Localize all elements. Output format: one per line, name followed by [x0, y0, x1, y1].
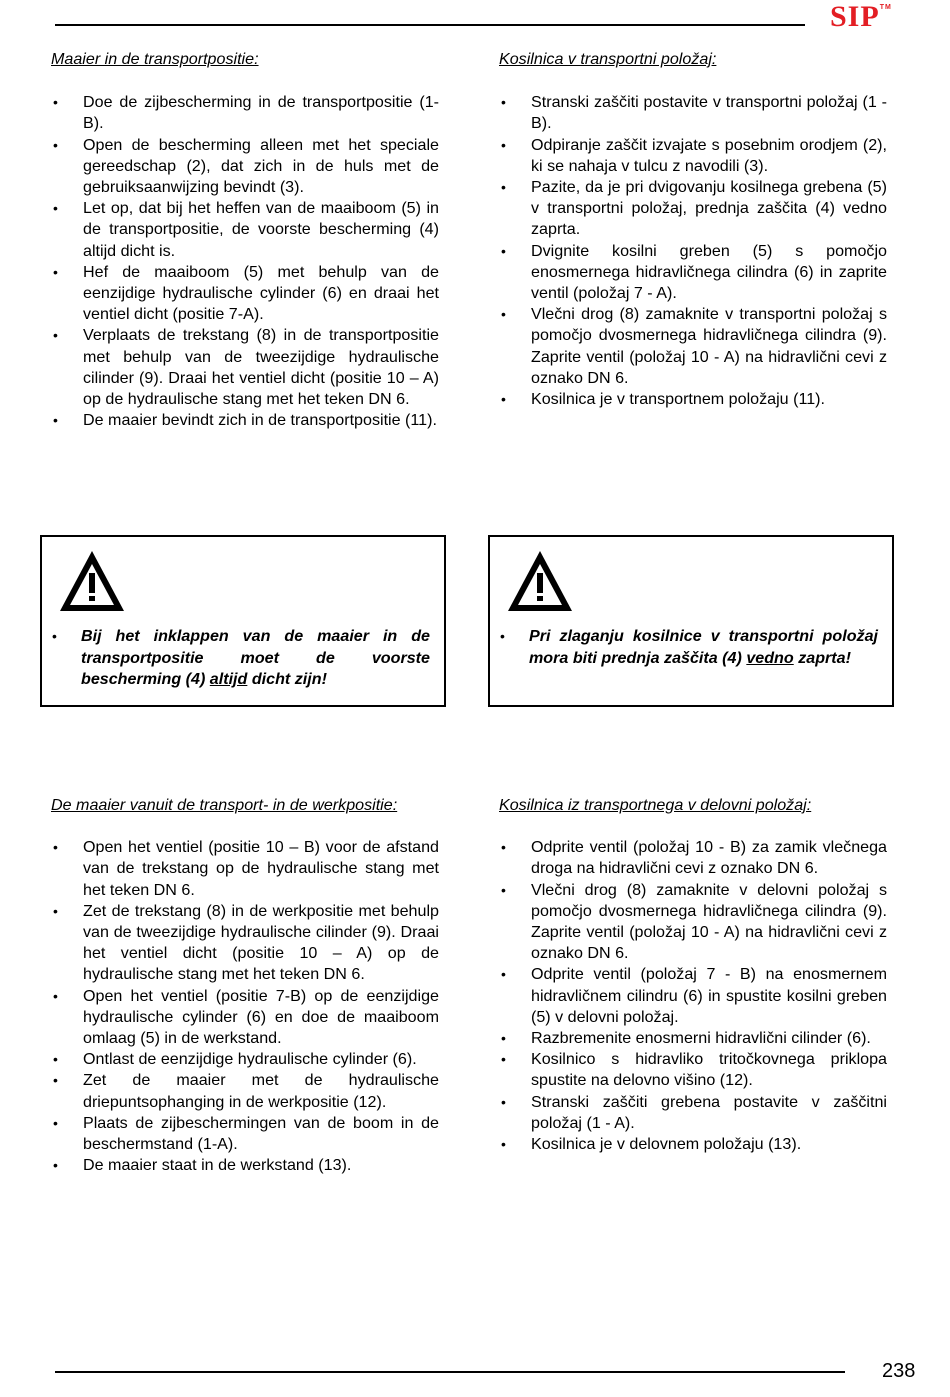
instruction-list [499, 837, 887, 1155]
list-item: • Open het ventiel (positie 7-B) op de eenzijdige hydraulische cylinder (6) en doe de maaiboom omlaag (5) in de werkstand. [51, 986, 439, 1050]
list-item: • Odprite ventil (položaj 7 - B) na enosmernem hidravličnem cilindru (6) in spustite kosilni greben (5) v delovni položaj. [499, 964, 887, 1028]
list-item: • Razbremenite enosmerni hidravlični cilinder (6). [499, 1028, 887, 1049]
list-item: • Odprite ventil (položaj 10 - B) za zamik vlečnega droga na hidravlični cevi z oznako DN 6. [499, 837, 887, 879]
list-item: • Verplaats de trekstang (8) in de transportpositie met behulp van de tweezijdige hydraulische cilinder (9). Draai het ventiel dicht (positie 10 – A) op de hydraulische stang met het teken DN 6. [51, 325, 439, 410]
sip-logo: SIP™ [830, 0, 892, 33]
page-number: 238 [882, 1360, 916, 1382]
instruction-list [499, 92, 887, 410]
section-heading: Kosilnica v transportni položaj: [499, 50, 717, 68]
section-heading: Kosilnica iz transportnega v delovni položaj: [499, 796, 812, 814]
list-item: • De maaier bevindt zich in de transportpositie (11). [51, 410, 439, 431]
list-item: • Dvignite kosilni greben (5) s pomočjo enosmernega hidravličnega cilindra (6) in zaprite ventil (položaj 7 - A). [499, 241, 887, 305]
list-item: • Plaats de zijbeschermingen van de boom in de beschermstand (1-A). [51, 1113, 439, 1155]
list-item: • Pazite, da je pri dvigovanju kosilnega grebena (5) v transportni položaj, prednja zaščita (4) vedno zaprta. [499, 177, 887, 241]
section-heading: De maaier vanuit de transport- in de werkpositie: [51, 796, 398, 814]
list-item: • Stranski zaščiti grebena postavite v zaščitni položaj (1 - A). [499, 1092, 887, 1134]
section-nl-work [51, 795, 439, 1176]
list-item: • Vlečni drog (8) zamaknite v delovni položaj s pomočjo dvosmernega hidravličnega cilindra (9). Zaprite ventil (položaj 10 - A) na hidravlični cevi z oznako DN 6. [499, 880, 887, 965]
warning-triangle-icon [506, 549, 574, 613]
list-item: • Open de bescherming alleen met het speciale gereedschap (2), dat zich in de huls met de gebruiksaanwijzing bevindt (3). [51, 135, 439, 199]
footer-rule [55, 1371, 845, 1373]
list-item: • Ontlast de eenzijdige hydraulische cylinder (6). [51, 1049, 439, 1070]
list-item: • Zet de trekstang (8) in de werkpositie met behulp van de tweezijdige hydraulische cilinder (9). Draai het ventiel dicht (positie 10 – A) op de hydraulische stang met het teken DN 6. [51, 901, 439, 986]
section-sl-work [499, 795, 887, 1155]
warning-box-nl [40, 535, 446, 707]
list-item: • Hef de maaiboom (5) met behulp van de eenzijdige hydraulische cylinder (6) en draai het ventiel dicht (positie 7-A). [51, 262, 439, 326]
instruction-list [51, 92, 439, 431]
section-sl-transport [499, 49, 887, 410]
list-item: • Kosilnica je v delovnem položaju (13). [499, 1134, 887, 1155]
warning-text: • Pri zlaganju kosilnice v transportni položaj mora biti prednja zaščita (4) vedno zaprta! [500, 626, 878, 669]
list-item: • Vlečni drog (8) zamaknite v transportni položaj s pomočjo dvosmernega hidravličnega cilindra (9). Zaprite ventil (položaj 10 - A) na hidravlični cevi z oznako DN 6. [499, 304, 887, 389]
warning-text: • Bij het inklappen van de maaier in de transportpositie moet de voorste bescherming (4) altijd dicht zijn! [52, 626, 430, 691]
list-item: • De maaier staat in de werkstand (13). [51, 1155, 439, 1176]
list-item: • Kosilnico s hidravliko tritočkovnega priklopa spustite na delovno višino (12). [499, 1049, 887, 1091]
list-item: • Open het ventiel (positie 10 – B) voor de afstand van de trekstang op de hydraulische stang met het teken DN 6. [51, 837, 439, 901]
list-item: • Zet de maaier met de hydraulische driepuntsophanging in de werkpositie (12). [51, 1070, 439, 1112]
warning-triangle-icon [58, 549, 126, 613]
list-item: • Kosilnica je v transportnem položaju (11). [499, 389, 887, 410]
warning-box-sl [488, 535, 894, 707]
instruction-list [51, 837, 439, 1176]
list-item: • Stranski zaščiti postavite v transportni položaj (1 - B). [499, 92, 887, 134]
section-heading: Maaier in de transportpositie: [51, 50, 259, 68]
list-item: • Doe de zijbescherming in de transportpositie (1-B). [51, 92, 439, 134]
section-nl-transport [51, 49, 439, 431]
header-rule [55, 24, 805, 26]
list-item: • Let op, dat bij het heffen van de maaiboom (5) in de transportpositie, de voorste bescherming (4) altijd dicht is. [51, 198, 439, 262]
list-item: • Odpiranje zaščit izvajate s posebnim orodjem (2), ki se nahaja v tulcu z navodili (3). [499, 135, 887, 177]
